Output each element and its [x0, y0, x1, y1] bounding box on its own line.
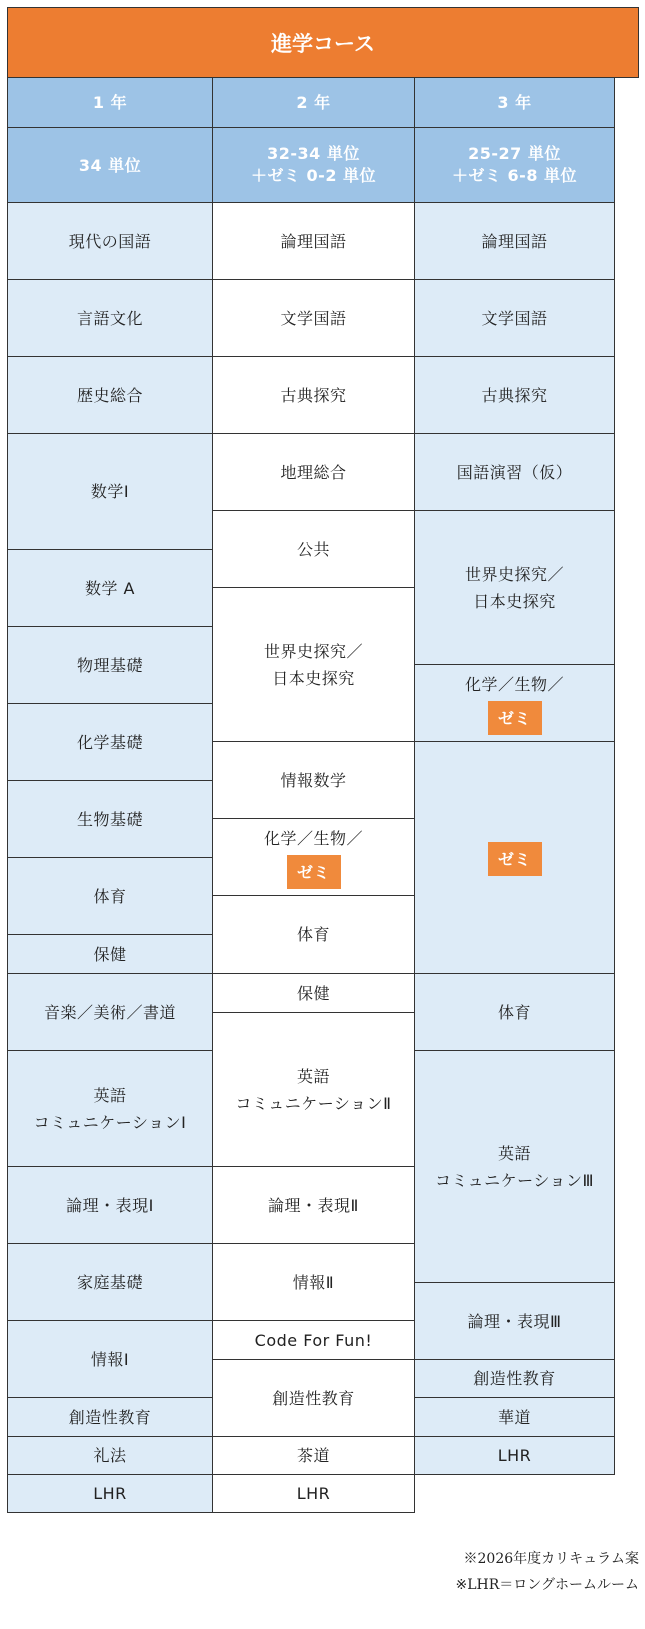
subject-cell: 文学国語	[212, 279, 415, 357]
units-text: 32-34 単位	[267, 144, 360, 163]
subject-cell: 音楽／美術／書道	[7, 973, 213, 1051]
subject-cell: 創造性教育	[7, 1397, 213, 1437]
subject-cell: 情報数学	[212, 741, 415, 819]
subject-line: 英語	[93, 1085, 127, 1105]
subject-cell: 言語文化	[7, 279, 213, 357]
units-text: 34 単位	[78, 155, 142, 175]
subject-cell: 情報Ⅰ	[7, 1320, 213, 1398]
subject-cell: LHR	[7, 1474, 213, 1513]
course-title: 進学コース	[7, 7, 639, 78]
year-3-units	[414, 127, 615, 203]
subject-cell: 古典探究	[212, 356, 415, 434]
subject-cell: LHR	[414, 1436, 615, 1475]
subject-line: 日本史探究	[473, 591, 556, 611]
subject-cell: 家庭基礎	[7, 1243, 213, 1321]
subject-cell: 論理国語	[414, 202, 615, 280]
subject-cell	[212, 818, 415, 896]
subject-cell	[414, 741, 615, 974]
seminar-badge: ゼミ	[488, 842, 542, 876]
subject-cell	[414, 510, 615, 665]
subject-cell: 華道	[414, 1397, 615, 1437]
subject-cell: 情報Ⅱ	[212, 1243, 415, 1321]
subject-line: 英語	[497, 1143, 531, 1163]
draft-note: ※2026年度カリキュラム案	[463, 1551, 639, 1567]
year-2-units	[212, 127, 415, 203]
subject-cell: 保健	[7, 934, 213, 974]
subject-cell: LHR	[212, 1474, 415, 1513]
subject-cell: 保健	[212, 973, 415, 1013]
subject-cell: 歴史総合	[7, 356, 213, 434]
subject-cell: 論理国語	[212, 202, 415, 280]
subject-line: 英語	[296, 1066, 330, 1086]
subject-cell: 体育	[212, 895, 415, 974]
subject-line: 世界史探究／	[263, 641, 363, 661]
subject-cell: 数学 A	[7, 549, 213, 627]
subject-cell: 文学国語	[414, 279, 615, 357]
subject-cell: 体育	[7, 857, 213, 935]
subject-cell: 創造性教育	[414, 1359, 615, 1398]
year-2-header: 2 年	[212, 77, 415, 128]
year-1-units	[7, 127, 213, 203]
year-1-header: 1 年	[7, 77, 213, 128]
subject-line: 日本史探究	[272, 668, 355, 688]
subject-cell: 古典探究	[414, 356, 615, 434]
seminar-units-text: ＋ゼミ 6-8 単位	[451, 166, 578, 185]
year-3-header: 3 年	[414, 77, 615, 128]
lhr-note: ※LHR＝ロングホームルーム	[455, 1577, 639, 1593]
subject-cell: 礼法	[7, 1436, 213, 1475]
subject-cell: 地理総合	[212, 433, 415, 511]
seminar-units-text: ＋ゼミ 0-2 単位	[250, 166, 377, 185]
subject-cell	[414, 1050, 615, 1283]
subject-cell: 生物基礎	[7, 780, 213, 858]
subject-line: コミュニケーションⅠ	[33, 1112, 187, 1132]
subject-line: 化学／生物／	[263, 829, 363, 848]
subject-cell: 創造性教育	[212, 1359, 415, 1437]
subject-cell: 現代の国語	[7, 202, 213, 280]
subject-cell: 論理・表現Ⅰ	[7, 1166, 213, 1244]
subject-cell	[414, 664, 615, 742]
subject-cell: 論理・表現Ⅲ	[414, 1282, 615, 1360]
subject-cell: Code For Fun!	[212, 1320, 415, 1360]
subject-cell	[212, 587, 415, 742]
subject-cell: 茶道	[212, 1436, 415, 1475]
seminar-badge: ゼミ	[488, 701, 542, 735]
subject-cell: 化学基礎	[7, 703, 213, 781]
subject-cell	[212, 1012, 415, 1167]
subject-cell: 公共	[212, 510, 415, 588]
subject-line: 世界史探究／	[464, 564, 564, 584]
subject-cell: 国語演習（仮）	[414, 433, 615, 511]
subject-cell: 論理・表現Ⅱ	[212, 1166, 415, 1244]
units-text: 25-27 単位	[468, 144, 561, 163]
subject-cell: 物理基礎	[7, 626, 213, 704]
subject-cell: 体育	[414, 973, 615, 1051]
seminar-badge: ゼミ	[287, 855, 341, 889]
subject-line: コミュニケーションⅡ	[235, 1093, 392, 1113]
subject-cell	[7, 1050, 213, 1167]
subject-line: 化学／生物／	[464, 675, 564, 694]
subject-cell: 数学Ⅰ	[7, 433, 213, 550]
subject-line: コミュニケーションⅢ	[434, 1170, 595, 1190]
